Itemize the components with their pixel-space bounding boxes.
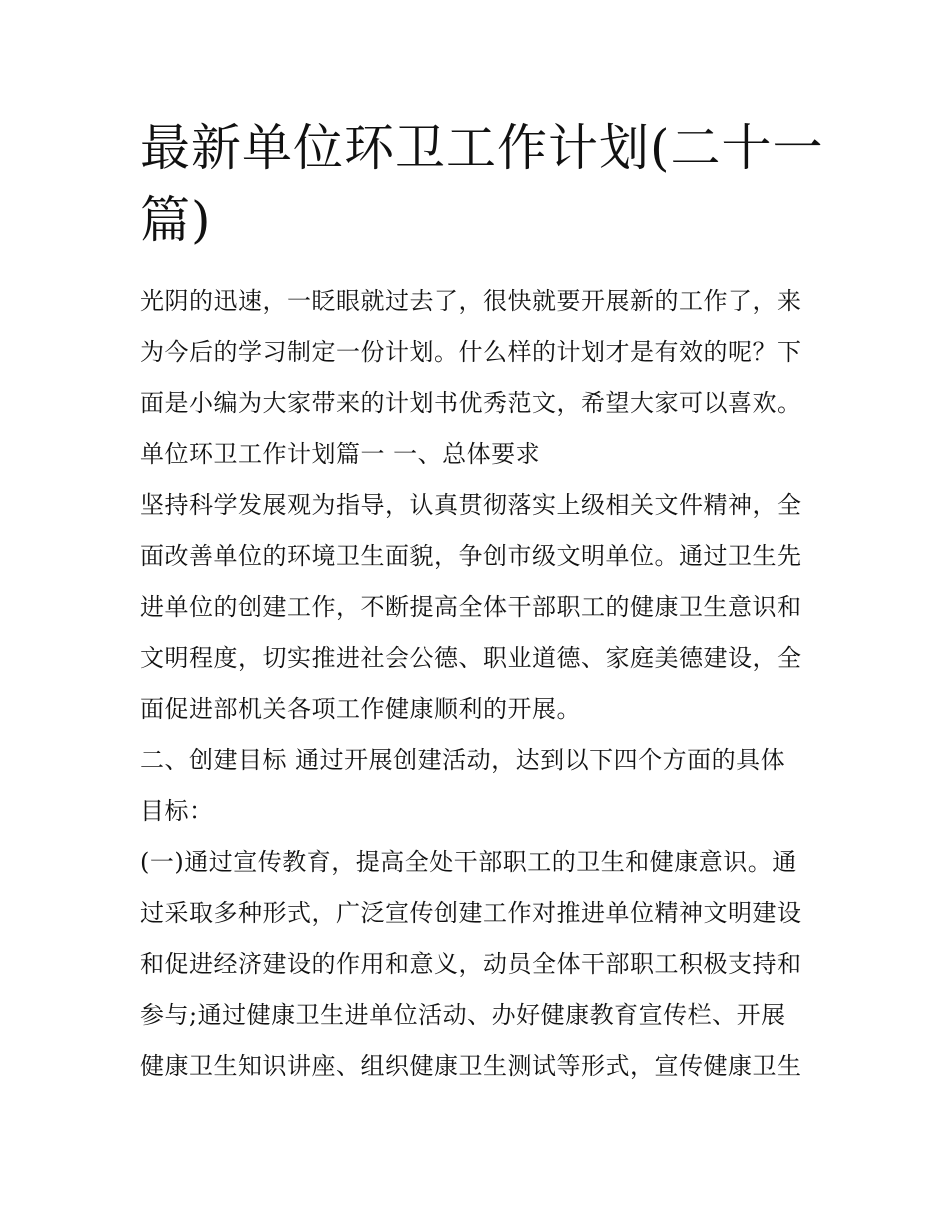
body-line-13: 过采取多种形式，广泛宣传创建工作对推进单位精神文明建设 — [140, 899, 802, 927]
document-body — [140, 276, 820, 1092]
body-line-8: 文明程度，切实推进社会公德、职业道德、家庭美德建设，全 — [140, 644, 802, 672]
body-line-14: 和促进经济建设的作用和意义，动员全体干部职工积极支持和 — [140, 950, 802, 978]
body-line-11: 目标： — [140, 797, 214, 825]
title-line-1: 最新单位环卫工作计划(二十一 — [140, 119, 824, 177]
body-line-12: (一)通过宣传教育，提高全处干部职工的卫生和健康意识。通 — [140, 848, 797, 876]
body-line-2: 为今后的学习制定一份计划。什么样的计划才是有效的呢？下 — [140, 338, 802, 366]
body-line-10: 二、创建目标 通过开展创建活动，达到以下四个方面的具体 — [140, 746, 786, 774]
body-line-4: 单位环卫工作计划篇一 一、总体要求 — [140, 440, 541, 468]
body-line-5: 坚持科学发展观为指导，认真贯彻落实上级相关文件精神，全 — [140, 491, 802, 519]
body-line-16: 健康卫生知识讲座、组织健康卫生测试等形式，宣传健康卫生 — [140, 1052, 802, 1080]
title-line-2: 篇) — [140, 191, 212, 249]
body-line-15: 参与;通过健康卫生进单位活动、办好健康教育宣传栏、开展 — [140, 1001, 786, 1029]
body-line-9: 面促进部机关各项工作健康顺利的开展。 — [140, 695, 581, 723]
body-line-1: 光阴的迅速，一眨眼就过去了，很快就要开展新的工作了，来 — [140, 287, 802, 315]
body-line-3: 面是小编为大家带来的计划书优秀范文，希望大家可以喜欢。 — [140, 389, 802, 417]
document-title — [140, 112, 824, 256]
body-line-7: 进单位的创建工作，不断提高全体干部职工的健康卫生意识和 — [140, 593, 802, 621]
body-line-6: 面改善单位的环境卫生面貌，争创市级文明单位。通过卫生先 — [140, 542, 802, 570]
